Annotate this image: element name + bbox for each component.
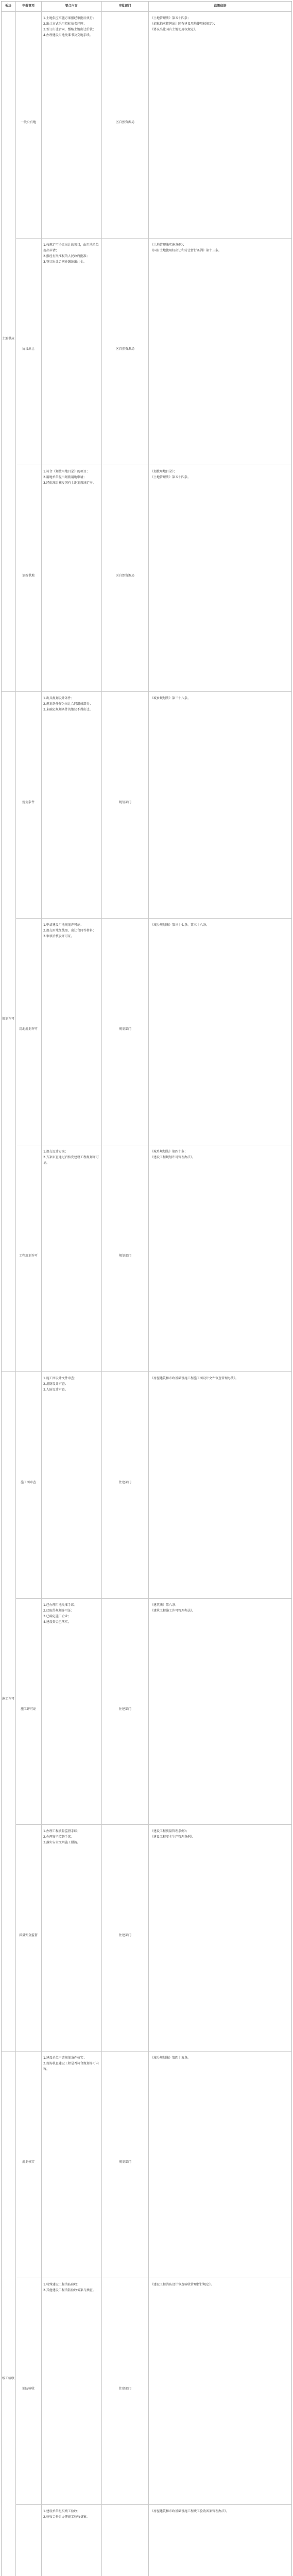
row-basis: 《城乡规划法》第三十七条、第三十八条。 — [150, 923, 210, 927]
row-divider — [15, 1824, 292, 1825]
row-basis: 《城乡规划法》第四十五条。 — [150, 2056, 191, 2060]
row-basis: 《土地管理法实施条例》； 《国有土地使用权出让和转让暂行条例》第十三条。 — [150, 243, 222, 252]
policy-table — [1, 1, 292, 2576]
header-content: 要点内容 — [65, 4, 78, 8]
row-dept: 区自然资源局 — [115, 347, 134, 351]
row-item: 消防验收 — [22, 2387, 35, 2391]
row-item: 划拨供地 — [22, 573, 35, 578]
row-content: 1.土地供应实施方案报经审批后执行； 2.出让方式采用招标拍卖挂牌； 3.签订出让合同，缴纳土地出让价款； 4.办理建设用地批准书及交地手续。 — [43, 16, 96, 37]
row-dept: 规划部门 — [118, 2160, 131, 2164]
row-divider — [15, 238, 292, 239]
header-basis: 政策依据 — [214, 4, 227, 8]
row-basis: 《房屋建筑和市政基础设施工程施工图设计文件审查管理办法》。 — [150, 1376, 239, 1380]
row-basis: 《建设工程消防设计审查验收管理暂行规定》。 — [150, 2283, 214, 2287]
row-basis: 《建筑法》第八条； 《建筑工程施工许可管理办法》。 — [150, 1603, 196, 1613]
major-label: 规划许可 — [2, 1016, 14, 1021]
row-item: 一般公有地 — [20, 120, 36, 124]
row-dept: 区自然资源局 — [115, 120, 134, 124]
row-basis: 《房屋建筑和市政基础设施工程竣工验收备案管理办法》。 — [150, 2510, 230, 2514]
major-label: 施工许可 — [2, 1697, 14, 1701]
row-basis: 《建设工程质量管理条例》； 《建设工程安全生产管理条例》。 — [150, 1829, 196, 1839]
column-divider — [15, 1, 16, 2576]
row-content: 1.符合《划拨用地目录》的项目； 2.用地单位提出划拨用地申请； 3.经批准后核发国有土地划拨决定书。 — [43, 469, 96, 485]
group-divider — [1, 2051, 292, 2052]
row-content: 1.建设单位组织竣工验收； 2.验收合格后办理竣工验收备案。 — [43, 2510, 90, 2519]
row-dept: 规划部门 — [118, 1253, 131, 1258]
major-label: 土地供应 — [2, 336, 14, 341]
column-divider — [101, 1, 102, 2576]
row-divider — [15, 1598, 292, 1599]
row-item: 质量安全监督 — [19, 1934, 38, 1938]
row-content: 1.出具规划设计条件； 2.规划条件作为出让合同组成部分； 3.未确定规划条件的地块不得出让。 — [43, 696, 93, 711]
column-divider — [148, 1, 149, 2576]
group-divider — [1, 1371, 292, 1372]
row-basis: 《城乡规划法》第三十八条。 — [150, 696, 191, 700]
row-content: 1.办理工程质量监督手续； 2.办理安全监督手续； 3.落实安全文明施工措施。 — [43, 1829, 80, 1845]
row-content: 1.按规定可协议出让的项目，由用地单位提出申请； 2.报经有批准权的人民政府批准； 3.签订出让合同并缴纳出让金。 — [43, 243, 99, 264]
row-dept: 住建部门 — [118, 2387, 131, 2391]
row-dept: 规划部门 — [118, 1027, 131, 1031]
row-item: 施工图审查 — [20, 1480, 36, 1484]
row-content: 1.已办理用地批准手续； 2.已取得规划许可证； 3.已确定施工企业； 4.建设资金已落实。 — [43, 1603, 77, 1624]
row-content: 1.施工图设计文件审查； 2.消防设计审查； 3.人防设计审查。 — [43, 1376, 77, 1392]
row-dept: 住建部门 — [118, 1480, 131, 1484]
column-divider — [41, 1, 42, 2576]
row-item: 协议出让 — [22, 347, 35, 351]
row-dept: 住建部门 — [118, 1934, 131, 1938]
row-content: 1.申请建设用地规划许可证； 2.提交用地红线图、出让合同等材料； 3.审核后核发许可证。 — [43, 923, 96, 938]
row-dept: 区自然资源局 — [115, 573, 134, 578]
header-divider — [1, 11, 292, 12]
row-item: 施工许可证 — [20, 1707, 36, 1711]
row-item: 规划核实 — [22, 2160, 35, 2164]
row-basis: 《土地管理法》第五十四条； 《招标拍卖挂牌出让国有建设用地使用权规定》； 《协议出让国有土地使用权规定》。 — [150, 16, 217, 31]
row-item: 规划条件 — [22, 800, 35, 804]
group-divider — [1, 691, 292, 692]
row-dept: 规划部门 — [118, 800, 131, 804]
header-dept: 审批部门 — [118, 4, 131, 8]
row-content: 1.特殊建设工程消防验收； 2.其他建设工程消防验收备案与抽查。 — [43, 2283, 96, 2293]
header-major: 板块 — [5, 4, 11, 8]
row-item: 用地规划许可 — [19, 1027, 38, 1031]
major-label: 竣工验收 — [2, 2377, 14, 2381]
row-item: 工程规划许可 — [19, 1253, 38, 1258]
row-divider — [15, 2504, 292, 2505]
row-dept: 住建部门 — [118, 1707, 131, 1711]
header-item: 申报事项 — [22, 4, 35, 8]
row-content: 1.建设单位申请规划条件核实； 2.现场核查建设工程是否符合规划许可内容。 — [43, 2056, 99, 2072]
row-basis: 《划拨用地目录》； 《土地管理法》第五十四条。 — [150, 469, 191, 479]
row-content: 1.提交设计方案； 2.方案审查通过后核发建设工程规划许可证。 — [43, 1149, 99, 1165]
row-divider — [15, 918, 292, 919]
row-basis: 《城乡规划法》第四十条； 《建设工程规划许可管理办法》。 — [150, 1149, 196, 1159]
